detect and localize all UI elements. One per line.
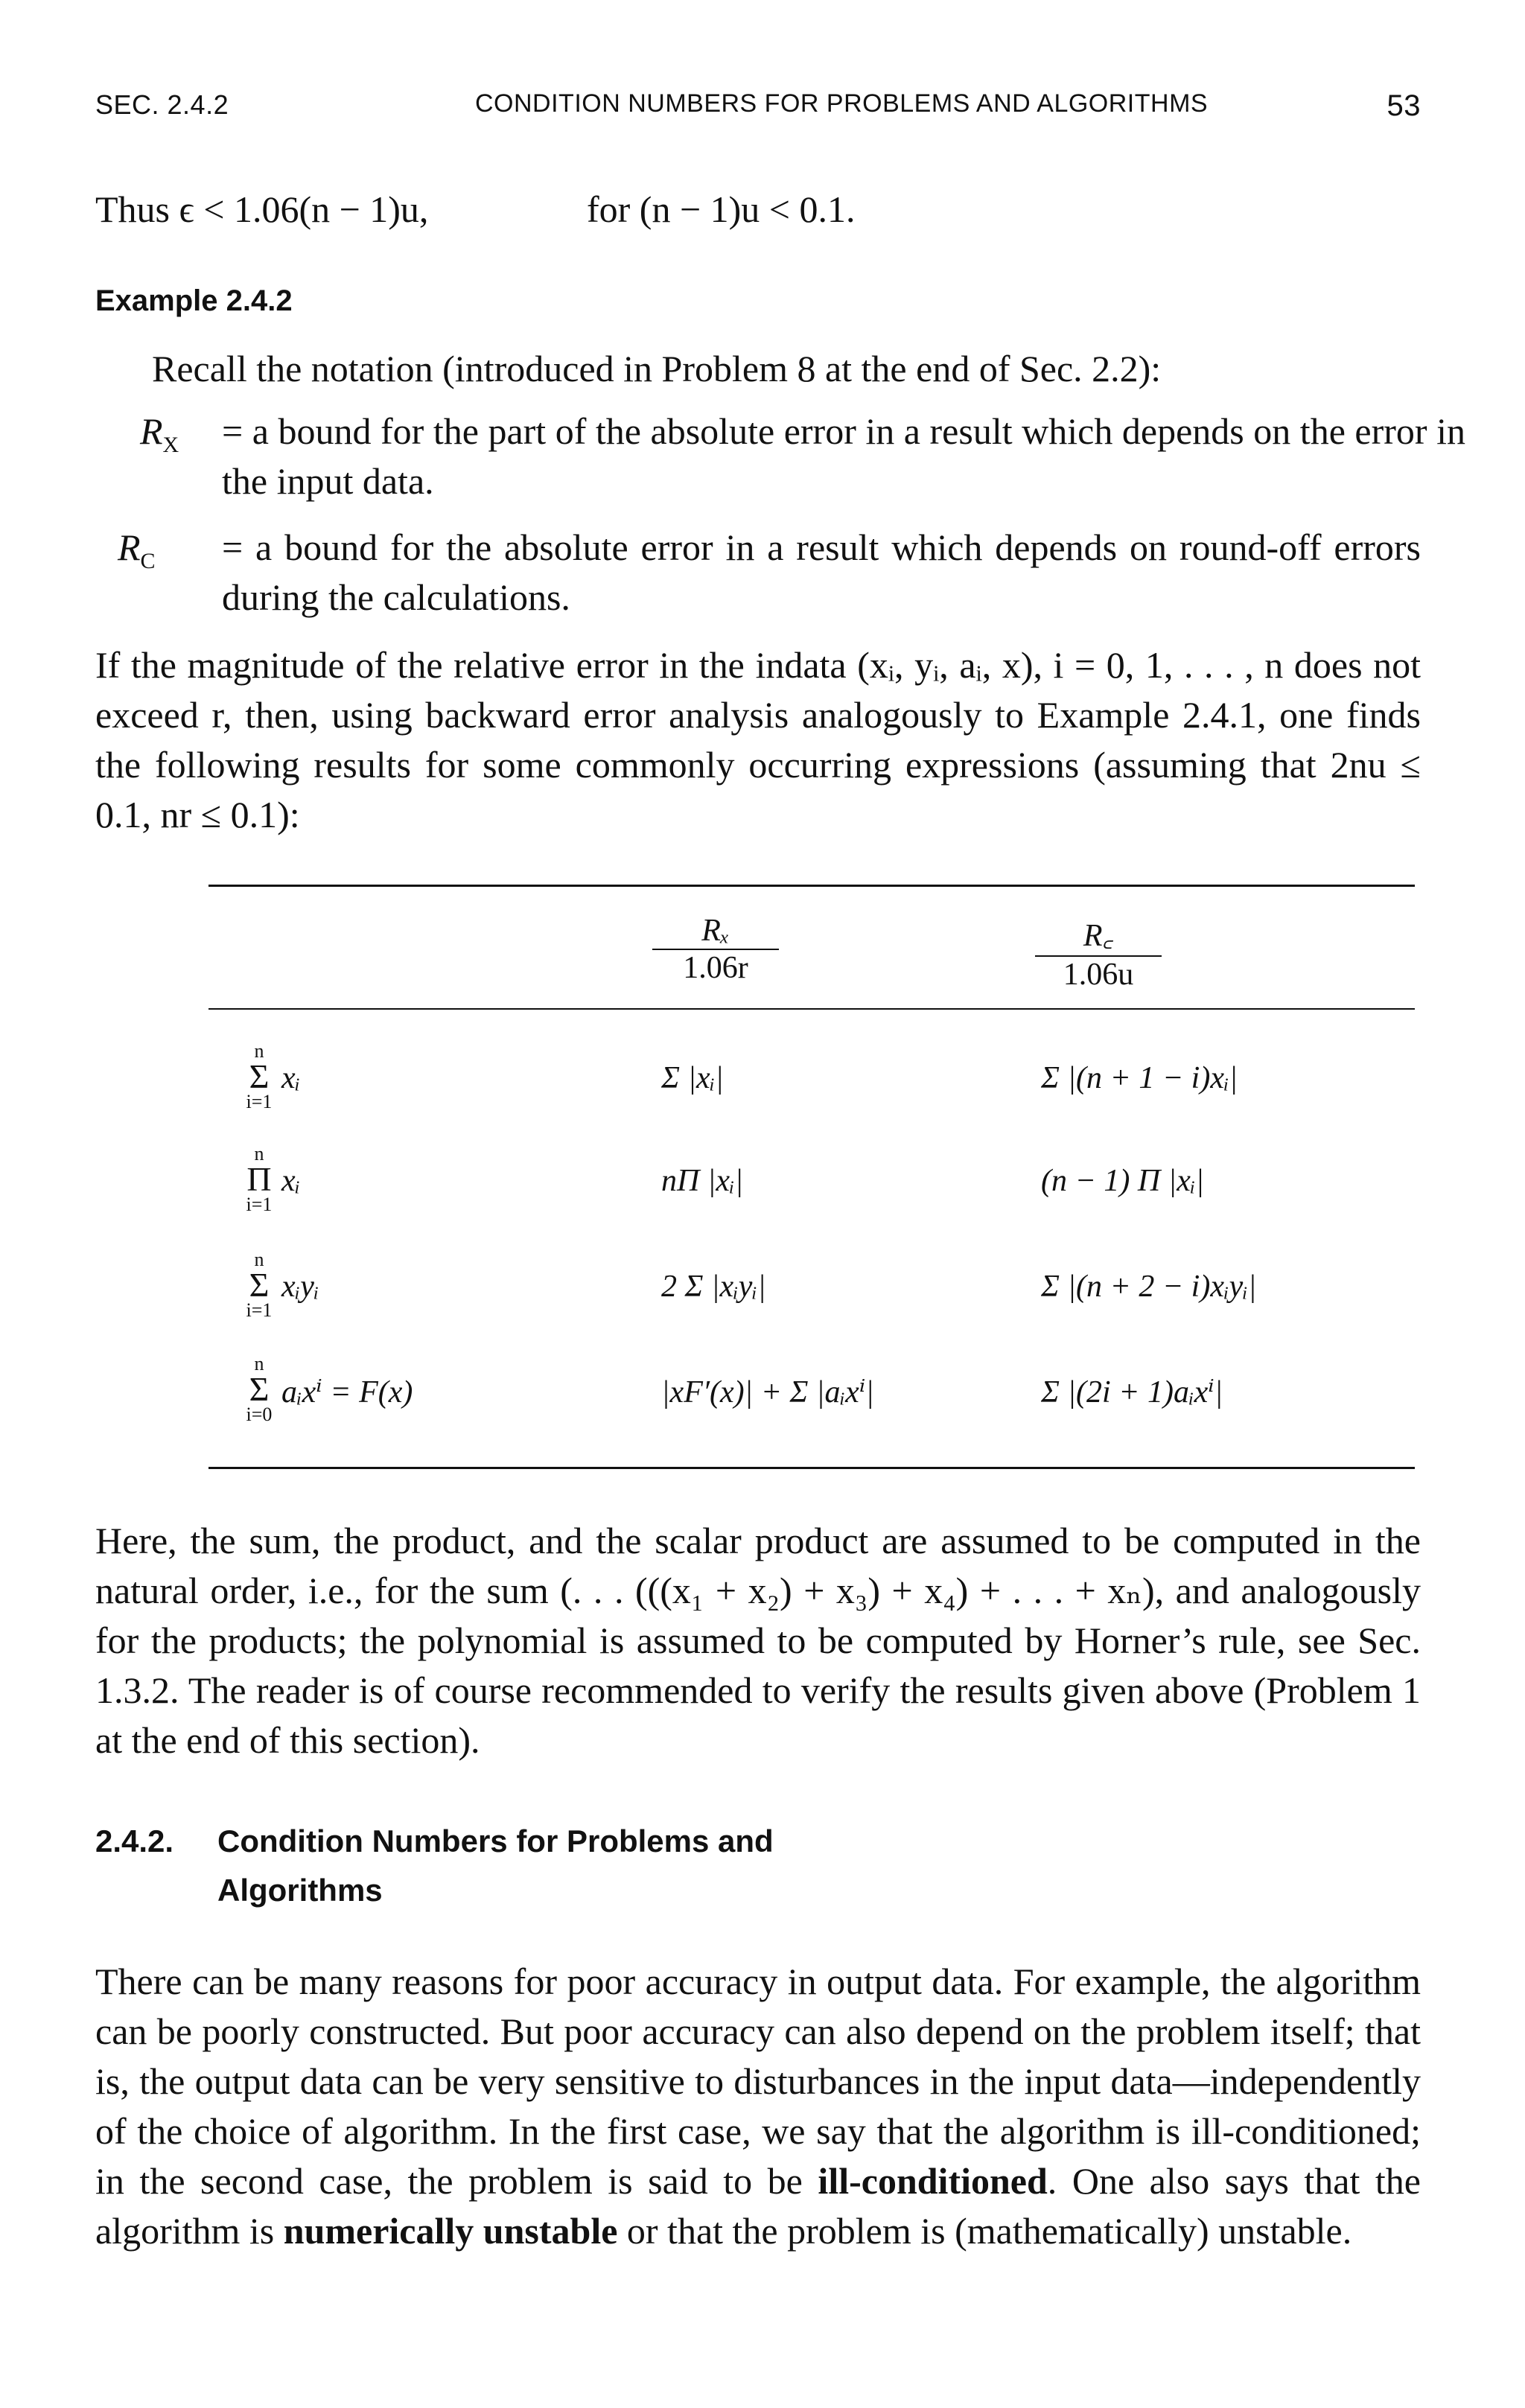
- row-rx-value: |xF′(x)| + Σ |aᵢxⁱ|: [661, 1375, 874, 1410]
- thus-line: [95, 185, 856, 234]
- row-expression: aᵢxⁱ = F(x): [281, 1375, 413, 1410]
- column-header-rc: [1035, 913, 1162, 993]
- sum-operator: n Σ i=0: [246, 1353, 273, 1425]
- page-number: 53: [1386, 89, 1421, 122]
- rc-definition-text: = a bound for the absolute error in a result which depends on round-off errors during the calculations.: [222, 526, 1421, 618]
- thus-inequality: Thus ϵ < 1.06(n − 1)u,: [95, 188, 429, 230]
- table-row: [244, 1041, 1406, 1130]
- table-row: [244, 1249, 1406, 1339]
- row-expression: xᵢyᵢ: [281, 1270, 319, 1304]
- row-rx-value: Σ |xᵢ|: [661, 1061, 724, 1095]
- rx-definition-text: = a bound for the part of the absolute error in a result which depends on the error in the input data.: [222, 410, 1465, 502]
- rc-denominator: 1.06u: [1063, 958, 1134, 992]
- rx-symbol: $R_X$: [140, 410, 179, 457]
- row-rc-value: Σ |(n + 2 − i)xᵢyᵢ|: [1041, 1270, 1257, 1304]
- table-header-rule: [208, 1008, 1415, 1010]
- row-rc-value: Σ |(2i + 1)aᵢxⁱ|: [1041, 1375, 1223, 1410]
- rc-symbol: $R_C$: [118, 526, 156, 573]
- bold-term-numerically-unstable: numerically unstable: [283, 2210, 618, 2252]
- table-top-rule: [208, 885, 1415, 887]
- row-rc-value: Σ |(n + 1 − i)xᵢ|: [1041, 1061, 1238, 1095]
- recall-paragraph: Recall the notation (introduced in Problem 8 at the end of Sec. 2.2):: [152, 348, 1162, 389]
- sum-operator: n Σ i=1: [246, 1249, 273, 1321]
- example-heading: Example 2.4.2: [95, 284, 293, 317]
- row-rx-value: 2 Σ |xᵢyᵢ|: [661, 1270, 766, 1304]
- table-row: [244, 1354, 1406, 1443]
- row-expression: xᵢ: [281, 1061, 301, 1095]
- running-head: [95, 89, 1421, 134]
- here-paragraph: Here, the sum, the product, and the scalar product are assumed to be computed in the natural order, i.e., for the sum (. . . (((x₁ + x₂) + x₃) + x₄) + . . . + xₙ), and analogously for the products; the polynomial is assumed to be computed by Horner’s rule, see Sec. 1.3.2. The reader is of course recommended to verify the results given above (Problem 1 at the end of this section).: [95, 1520, 1421, 1761]
- section-label: SEC. 2.4.2: [95, 89, 229, 120]
- running-title: CONDITION NUMBERS FOR PROBLEMS AND ALGORITHMS: [475, 89, 1209, 118]
- definition-rx: [140, 407, 1465, 511]
- row-rc-value: (n − 1) Π |xᵢ|: [1041, 1164, 1205, 1198]
- sum-operator: n Σ i=1: [246, 1040, 273, 1112]
- rc-numerator: R꜀: [1035, 913, 1162, 957]
- column-header-rx: [652, 913, 779, 986]
- definition-rc: [118, 523, 1421, 627]
- table-row: [244, 1144, 1406, 1233]
- indata-paragraph: If the magnitude of the relative error in the indata (xᵢ, yᵢ, aᵢ, x), i = 0, 1, . . . , n does not exceed r, then, using backward error analysis analogously to Example 2.4.1, one finds the following results for some commonly occurring expressions (assuming that 2nu ≤ 0.1, nr ≤ 0.1):: [95, 644, 1421, 835]
- rx-numerator: Rₓ: [652, 913, 779, 950]
- final-paragraph: There can be many reasons for poor accuracy in output data. For example, the algorithm can be poorly constructed. But poor accuracy can also depend on the problem itself; that is, the output data can be very sensitive to disturbances in the input data—independently of the choice of algorithm. In the first case, we say that the algorithm is ill-conditioned; in the second case, the problem is said to be ill-conditioned. One also says that the algorithm is numerically unstable or that the problem is (mathematically) unstable.: [95, 1961, 1421, 2252]
- row-rx-value: nΠ |xᵢ|: [661, 1164, 744, 1198]
- thus-condition: for (n − 1)u < 0.1.: [587, 188, 856, 230]
- rx-denominator: 1.06r: [683, 951, 748, 985]
- table-bottom-rule: [208, 1467, 1415, 1469]
- section-title: Condition Numbers for Problems and Algorithms: [217, 1823, 774, 1908]
- section-number: 2.4.2.: [95, 1823, 174, 1858]
- bold-term-ill-conditioned: ill-conditioned: [818, 2160, 1048, 2202]
- product-operator: n Π i=1: [246, 1143, 273, 1215]
- row-expression: xᵢ: [281, 1164, 301, 1198]
